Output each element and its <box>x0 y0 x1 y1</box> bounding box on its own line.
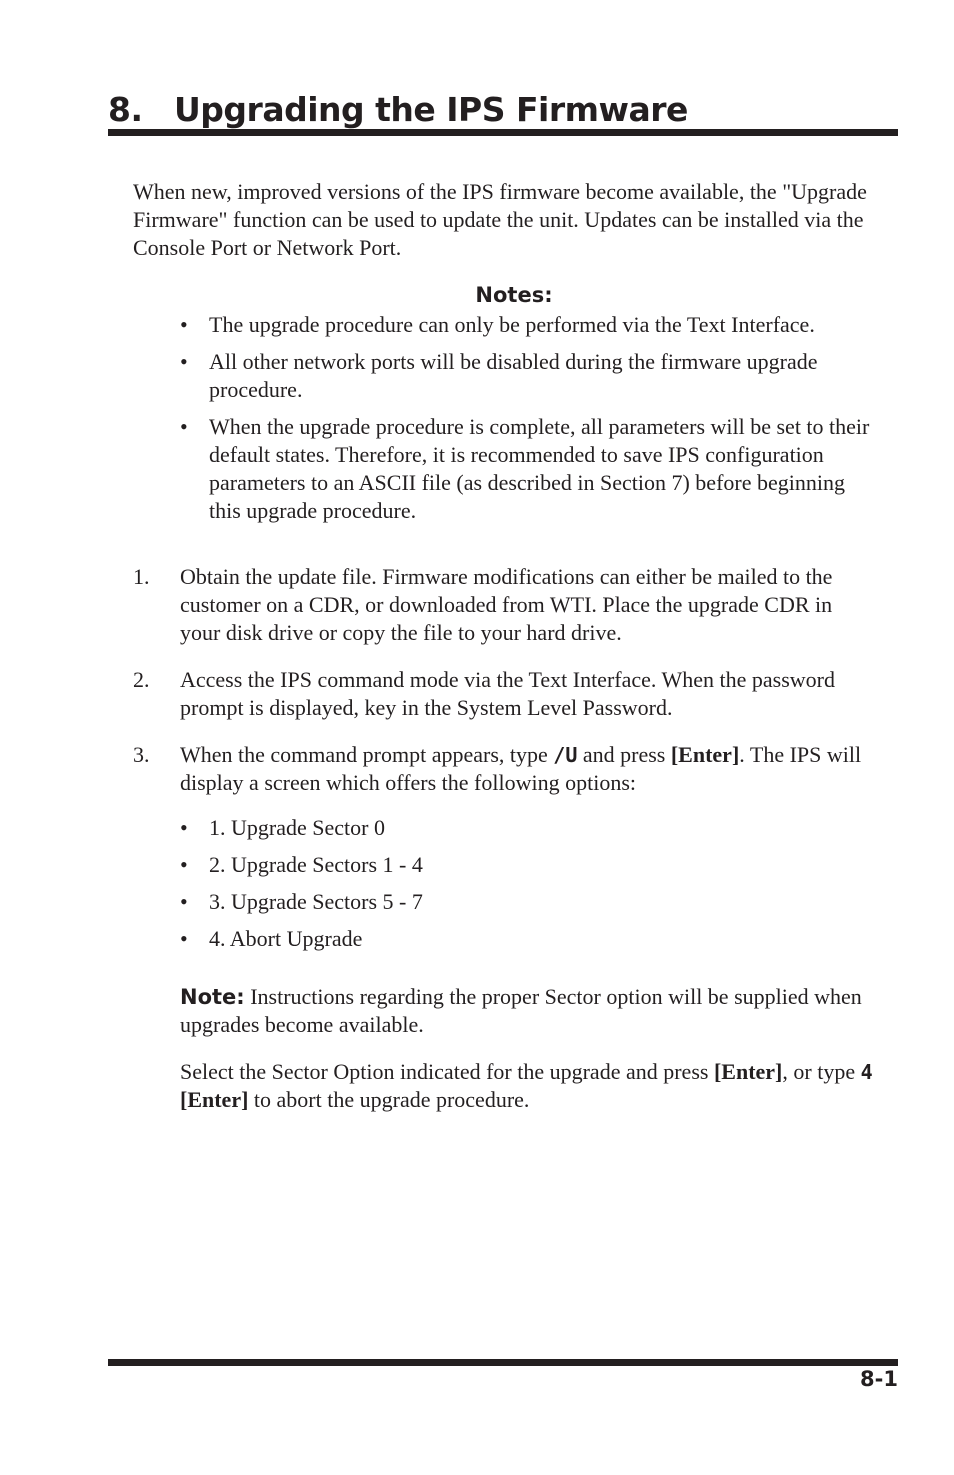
enter-key: [Enter] <box>713 1059 783 1084</box>
step-item <box>133 563 873 647</box>
page-number: 8-1 <box>860 1367 898 1391</box>
select-text-after: to abort the upgrade procedure. <box>248 1087 530 1112</box>
notes-title: Notes: <box>475 283 553 307</box>
procedure-steps <box>133 563 873 816</box>
note-item: • When the upgrade procedure is complete, all parameters will be set to their default states. Therefore, it is recommended to save IPS configuration parameters to an ASCII file (as described in Section 7) before beginning this upgrade procedure. <box>180 413 880 525</box>
select-text-middle: , or type <box>782 1059 861 1084</box>
step-marker: 2. <box>133 667 150 692</box>
footer-rule <box>108 1359 898 1366</box>
step-marker: 3. <box>133 742 150 767</box>
section-number: 8. <box>108 90 143 129</box>
notes-list <box>180 311 880 534</box>
step-text: Obtain the update file. Firmware modifications can either be mailed to the customer on a CDR, or downloaded from WTI. Place the upgrade CDR in your disk drive or copy the file to your hard drive. <box>180 564 833 645</box>
upgrade-option: • 2. Upgrade Sectors 1 - 4 <box>180 851 780 879</box>
intro-paragraph: When new, improved versions of the IPS firmware become available, the "Upgrade Firmware" function can be used to update the unit. Updates can be installed via the Console Port or Network Port. <box>133 179 867 260</box>
note-label: Note: <box>180 985 245 1009</box>
note-text: Instructions regarding the proper Sector option will be supplied when upgrades become available. <box>180 984 862 1037</box>
command-text: /U <box>553 743 578 767</box>
step-item <box>133 666 873 722</box>
upgrade-option: • 1. Upgrade Sector 0 <box>180 814 780 842</box>
step-text-middle: and press <box>577 742 671 767</box>
enter-key: [Enter] <box>670 742 740 767</box>
select-text-before: Select the Sector Option indicated for the upgrade and press <box>180 1059 714 1084</box>
step-text-after: . The IPS will display a screen which offers the following options: <box>180 742 862 795</box>
note-item: • All other network ports will be disabled during the firmware upgrade procedure. <box>180 348 880 404</box>
upgrade-option: • 3. Upgrade Sectors 5 - 7 <box>180 888 780 916</box>
note-paragraph <box>180 983 880 1039</box>
abort-option-number: 4 <box>860 1060 873 1084</box>
section-title: Upgrading the IPS Firmware <box>174 90 688 129</box>
step-marker: 1. <box>133 564 150 589</box>
enter-key: [Enter] <box>180 1087 249 1112</box>
step-text: Access the IPS command mode via the Text Interface. When the password prompt is displayed, key in the System Level Password. <box>180 667 836 720</box>
step-item <box>133 741 873 797</box>
section-heading <box>108 88 898 136</box>
upgrade-option: • 4. Abort Upgrade <box>180 925 780 953</box>
note-item: • The upgrade procedure can only be performed via the Text Interface. <box>180 311 880 339</box>
step-text-before: When the command prompt appears, type <box>180 742 554 767</box>
select-paragraph <box>180 1058 880 1114</box>
upgrade-options-list <box>180 814 780 962</box>
